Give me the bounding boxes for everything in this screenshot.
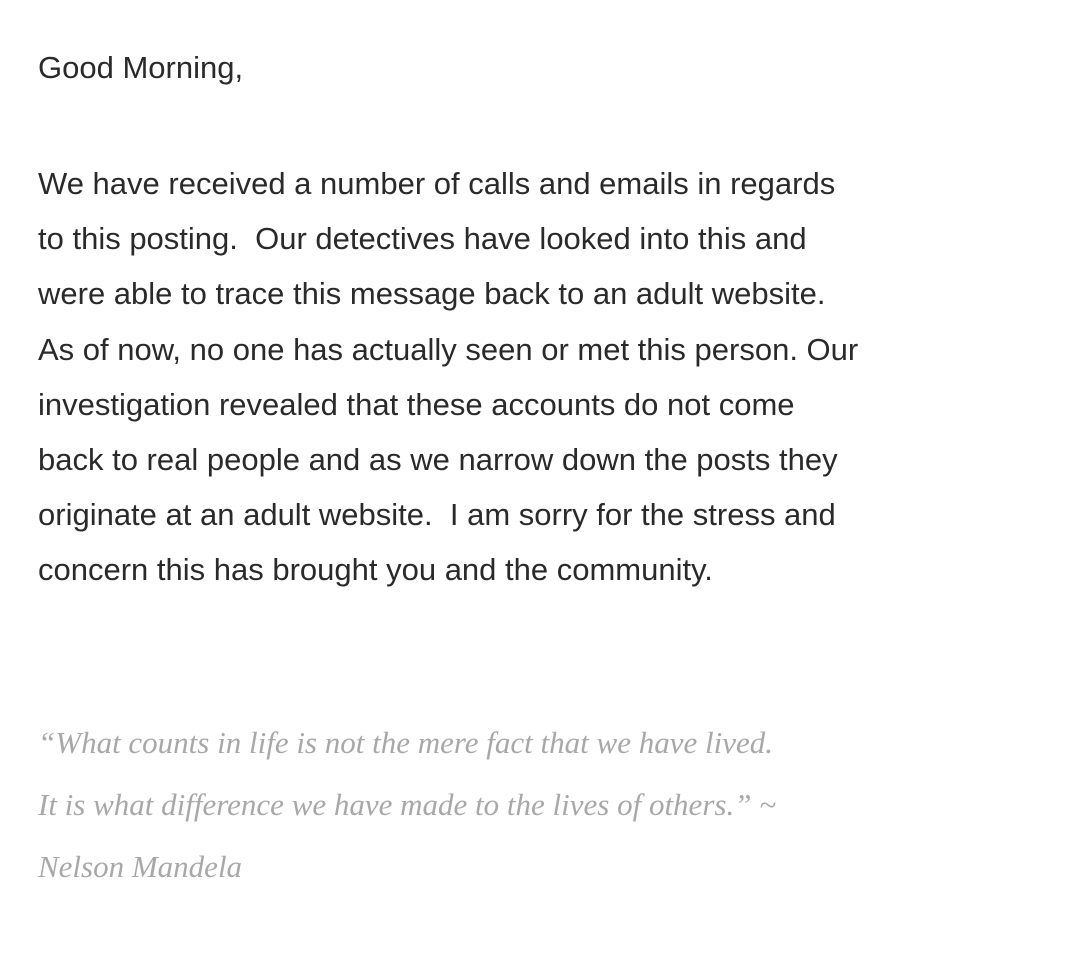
- body-line: to this posting. Our detectives have looked into this and: [38, 221, 807, 257]
- body-line: were able to trace this message back to an adult website.: [38, 276, 826, 312]
- body-line: We have received a number of calls and emails in regards: [38, 166, 836, 201]
- quote-line: It is what difference we have made to the lives of others.” ~: [38, 787, 776, 822]
- body-line: concern this has brought you and the community.: [38, 552, 713, 588]
- letter-body: [38, 156, 858, 598]
- greeting: Good Morning,: [38, 50, 244, 85]
- body-line: originate at an adult website. I am sorry for the stress and: [38, 497, 836, 533]
- body-line: back to real people and as we narrow down the posts they: [38, 442, 838, 478]
- quote-line: “What counts in life is not the mere fact that we have lived.: [38, 725, 773, 760]
- signature-quote: [38, 712, 776, 898]
- quote-attribution: Nelson Mandela: [38, 849, 243, 884]
- body-line: As of now, no one has actually seen or met this person. Our: [38, 331, 859, 367]
- body-line: investigation revealed that these accounts do not come: [38, 386, 795, 422]
